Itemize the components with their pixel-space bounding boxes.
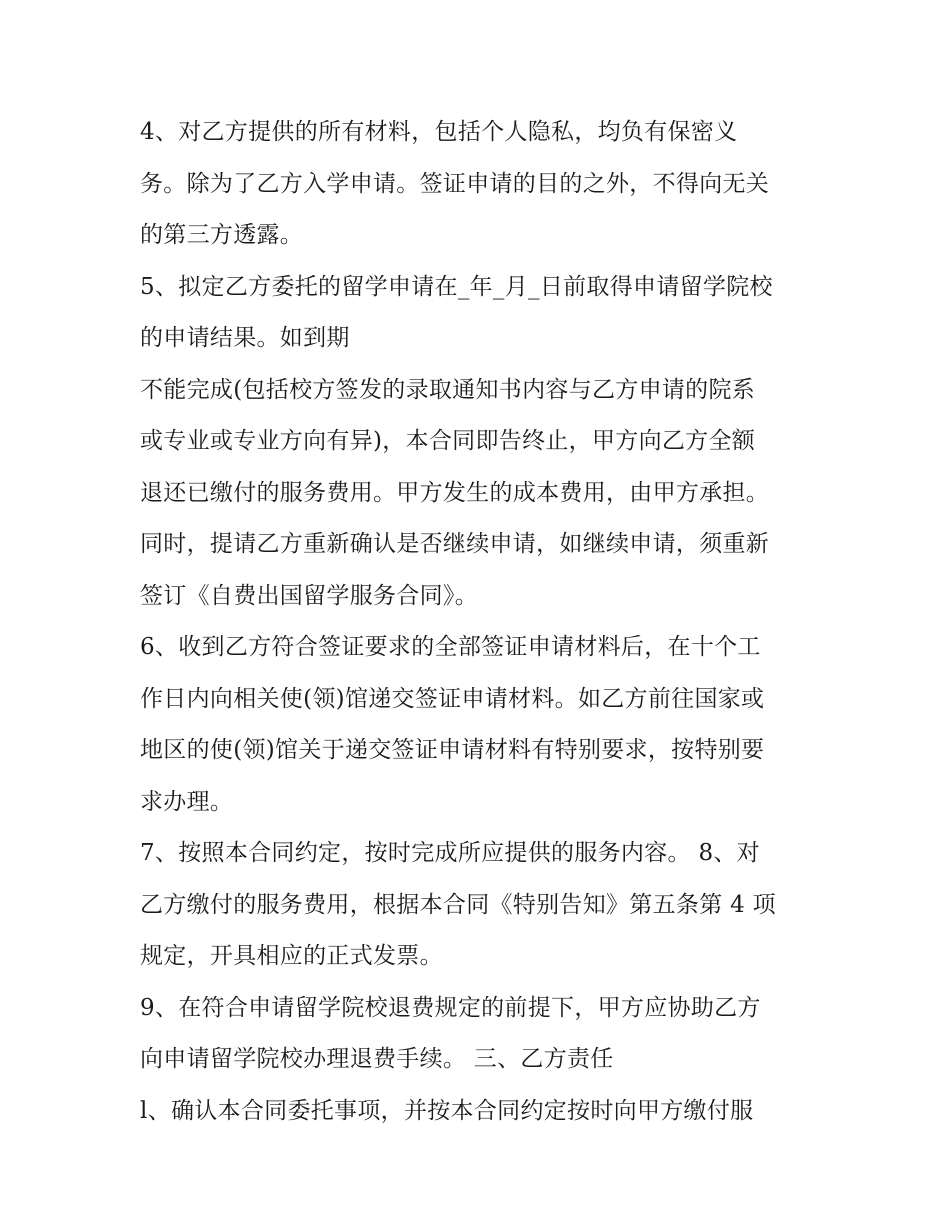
text-line: 规定，开具相应的正式发票。 (140, 943, 443, 969)
text-line: 9、在符合申请留学院校退费规定的前提下，甲方应协助乙方 (140, 994, 761, 1021)
text-line: 4、对乙方提供的所有材料，包括个人隐私，均负有保密义 (140, 119, 738, 145)
text-line: 退还已缴付的服务费用。甲方发生的成本费用，由甲方承担。 (140, 479, 770, 506)
text-line: 6、收到乙方符合签证要求的全部签证申请材料后，在十个工 (140, 634, 761, 660)
text-line: 签订《自费出国留学服务合同》。 (140, 582, 478, 609)
text-line: 同时，提请乙方重新确认是否继续申请，如继续申请，须重新 (140, 531, 770, 557)
text-line: 5、拟定乙方委托的留学申请在_年_月_日前取得申请留学院校 (140, 273, 773, 300)
text-line: 作日内向相关使(领)馆递交签证申请材料。如乙方前往国家或 (140, 685, 765, 712)
text-line: 务。除为了乙方入学申请。签证申请的目的之外，不得向无关 (140, 170, 770, 197)
text-line: 地区的使(领)馆关于递交签证申请材料有特别要求，按特别要 (140, 737, 765, 763)
text-line: l、确认本合同委托事项，并按本合同约定按时向甲方缴付服 (140, 1097, 754, 1124)
text-line: 7、按照本合同约定，按时完成所应提供的服务内容。 8、对 (140, 840, 760, 866)
text-line: 乙方缴付的服务费用，根据本合同《特别告知》第五条第 4 项 (140, 891, 776, 918)
text-line: 求办理。 (140, 788, 234, 815)
text-line: 向申请留学院校办理退费手续。 三、乙方责任 (140, 1046, 614, 1072)
text-line: 不能完成(包括校方签发的录取通知书内容与乙方申请的院系 (140, 376, 756, 403)
text-line: 或专业或专业方向有异)，本合同即告终止，甲方向乙方全额 (140, 428, 756, 454)
document-body (140, 107, 840, 1137)
text-line: 的申请结果。如到期 (140, 325, 350, 351)
text-line: 的第三方透露。 (140, 222, 304, 248)
